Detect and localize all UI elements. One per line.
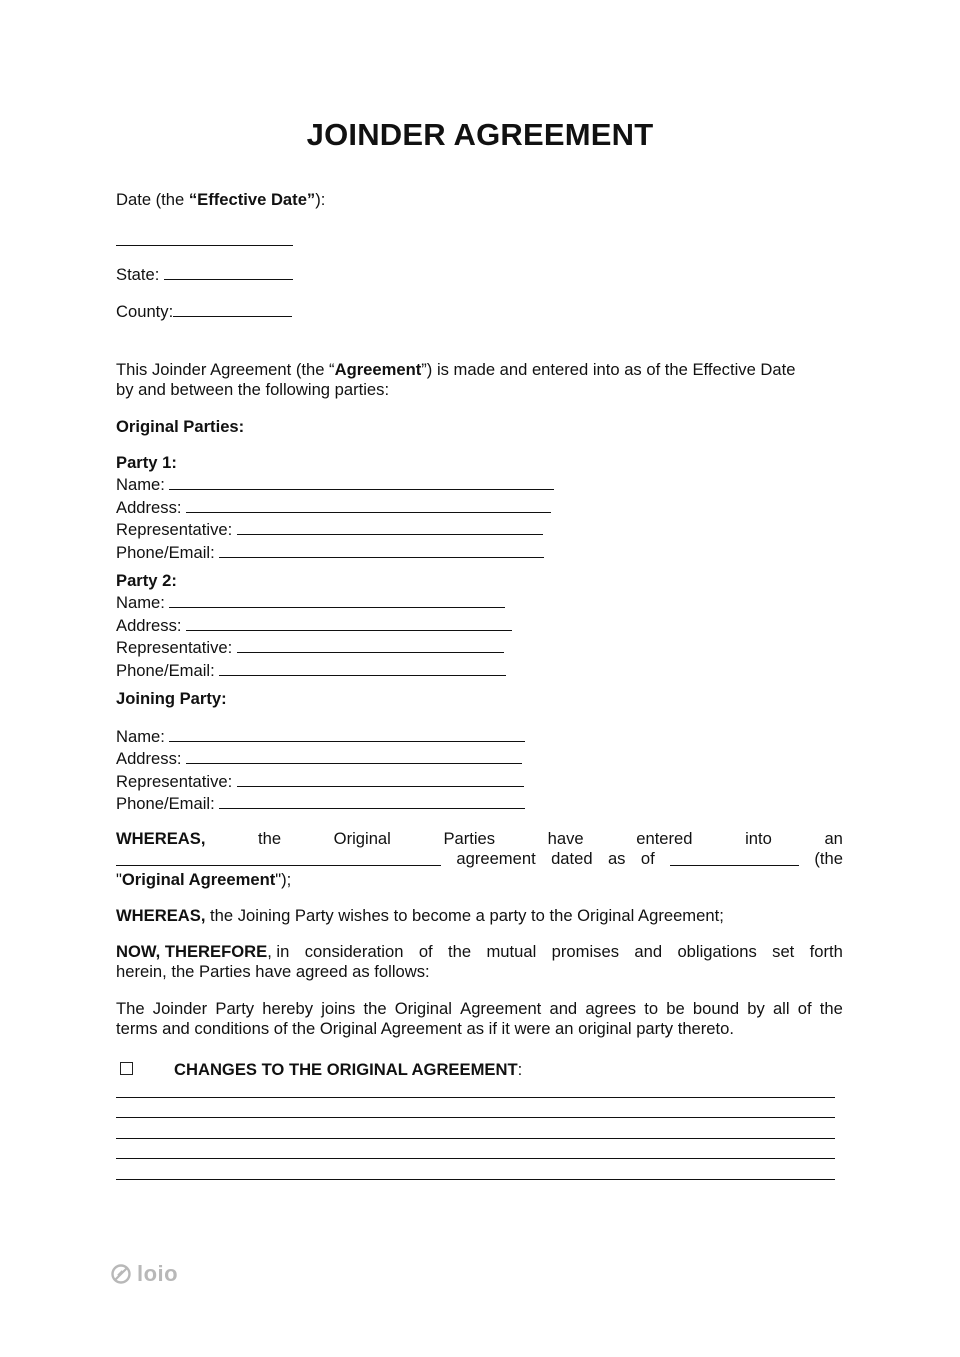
word: , in bbox=[267, 942, 290, 961]
now-line-1 bbox=[116, 942, 843, 962]
word: Parties bbox=[443, 829, 496, 848]
effective-date-label bbox=[116, 190, 325, 210]
word: and bbox=[549, 999, 578, 1018]
original-agreement-date-blank[interactable] bbox=[670, 849, 799, 866]
intro-prefix: This Joinder Agreement (the “ bbox=[116, 360, 335, 379]
party-1-phone-row bbox=[116, 541, 554, 563]
word: mutual bbox=[486, 942, 537, 961]
phone-email-label: Phone/Email: bbox=[116, 542, 220, 562]
changes-line[interactable] bbox=[116, 1081, 835, 1098]
word: hereby bbox=[262, 999, 314, 1018]
word: have bbox=[547, 829, 584, 848]
document-title: JOINDER AGREEMENT bbox=[306, 117, 654, 152]
changes-line[interactable] bbox=[116, 1163, 835, 1180]
party-1-phone-blank[interactable] bbox=[219, 541, 544, 558]
word: of bbox=[418, 942, 433, 961]
intro-line-2: by and between the following parties: bbox=[116, 380, 390, 400]
intro-paragraph bbox=[116, 360, 843, 401]
party-2-address-blank[interactable] bbox=[186, 614, 512, 631]
quote-close: "); bbox=[275, 869, 292, 889]
word: joins bbox=[321, 999, 356, 1018]
word: the bbox=[363, 999, 387, 1018]
now-line-2: herein, the Parties have agreed as follows: bbox=[116, 962, 430, 982]
representative-label: Representative: bbox=[116, 771, 237, 791]
whereas-2-bold: WHEREAS, bbox=[116, 906, 206, 925]
party-2-representative-blank[interactable] bbox=[237, 636, 504, 653]
state-label: State: bbox=[116, 265, 164, 284]
joining-address-blank[interactable] bbox=[186, 747, 522, 764]
word: Joinder bbox=[152, 999, 208, 1018]
word: The bbox=[116, 999, 145, 1018]
joining-address-row bbox=[116, 747, 525, 769]
party-1-address-blank[interactable] bbox=[186, 496, 551, 513]
whereas-joining-party bbox=[116, 906, 843, 926]
changes-line[interactable] bbox=[116, 1142, 835, 1159]
party-2-name-blank[interactable] bbox=[169, 591, 505, 608]
joining-phone-blank[interactable] bbox=[219, 792, 525, 809]
joining-party-block bbox=[116, 725, 525, 815]
whereas-1-line-2 bbox=[116, 849, 843, 869]
party-2-representative-row bbox=[116, 636, 512, 658]
joinder-line-1 bbox=[116, 999, 843, 1019]
changes-heading bbox=[174, 1060, 522, 1080]
joining-party-heading: Joining Party: bbox=[116, 689, 227, 708]
joining-representative-blank[interactable] bbox=[237, 770, 524, 787]
whereas-1-line-1 bbox=[116, 829, 843, 849]
logo-text: loio bbox=[137, 1261, 179, 1286]
word: (the bbox=[814, 849, 843, 869]
whereas-2-text: the Joining Party wishes to become a party to the Original Agreement; bbox=[205, 906, 724, 925]
word: agrees bbox=[585, 999, 637, 1018]
party-2-name-row bbox=[116, 591, 512, 613]
word: entered bbox=[636, 829, 693, 848]
address-label: Address: bbox=[116, 615, 187, 635]
joinder-paragraph bbox=[116, 999, 843, 1040]
word: agreement bbox=[456, 849, 536, 869]
original-agreement-type-blank[interactable] bbox=[116, 849, 441, 866]
word: dated bbox=[551, 849, 593, 869]
joining-name-row bbox=[116, 725, 525, 747]
quote-open: " bbox=[116, 869, 122, 889]
word: promises bbox=[551, 942, 619, 961]
state-field bbox=[116, 263, 293, 285]
word: set bbox=[772, 942, 795, 961]
date-label-prefix: Date (the bbox=[116, 190, 189, 209]
word: as bbox=[607, 849, 626, 869]
word: the bbox=[448, 942, 472, 961]
joinder-line-2: terms and conditions of the Original Agreement as if it were an original party thereto. bbox=[116, 1019, 734, 1039]
word: consideration bbox=[304, 942, 404, 961]
now-therefore-paragraph bbox=[116, 942, 843, 983]
word: Original bbox=[333, 829, 391, 848]
county-blank[interactable] bbox=[173, 300, 292, 317]
party-2-phone-blank[interactable] bbox=[219, 659, 506, 676]
word: be bbox=[666, 999, 685, 1018]
word: by bbox=[747, 999, 765, 1018]
whereas-original-agreement bbox=[116, 829, 843, 890]
name-label: Name: bbox=[116, 593, 170, 613]
joining-phone-row bbox=[116, 792, 525, 814]
party-1-name-blank[interactable] bbox=[169, 473, 554, 490]
intro-suffix: ”) is made and entered into as of the Effective Date bbox=[421, 360, 796, 379]
word: the bbox=[258, 829, 282, 848]
word: and bbox=[634, 942, 663, 961]
intro-line-1 bbox=[116, 360, 843, 380]
party-2-address-row bbox=[116, 614, 512, 636]
party-1-block bbox=[116, 453, 554, 563]
changes-colon: : bbox=[517, 1060, 523, 1079]
word: forth bbox=[809, 942, 843, 961]
word: obligations bbox=[677, 942, 757, 961]
changes-line[interactable] bbox=[116, 1101, 835, 1118]
word: of bbox=[797, 999, 812, 1018]
address-label: Address: bbox=[116, 497, 187, 517]
party-1-name-row bbox=[116, 473, 554, 495]
address-label: Address: bbox=[116, 749, 187, 769]
intro-bold: Agreement bbox=[334, 360, 422, 379]
word: the bbox=[819, 999, 843, 1018]
effective-date-blank[interactable] bbox=[116, 229, 293, 246]
county-field bbox=[116, 300, 292, 322]
effective-date-field[interactable] bbox=[116, 229, 293, 251]
representative-label: Representative: bbox=[116, 520, 237, 540]
whereas-1-line-3 bbox=[116, 870, 843, 890]
whereas-1-bold: WHEREAS, bbox=[116, 829, 206, 848]
word: Party bbox=[215, 999, 255, 1018]
joining-representative-row bbox=[116, 770, 525, 792]
changes-lines bbox=[116, 1081, 835, 1183]
party-1-heading: Party 1: bbox=[116, 453, 177, 472]
original-parties-heading: Original Parties: bbox=[116, 417, 245, 436]
party-1-representative-blank[interactable] bbox=[237, 518, 543, 535]
name-label: Name: bbox=[116, 727, 170, 746]
loio-logo bbox=[110, 1261, 178, 1287]
now-bold: NOW, THEREFORE bbox=[116, 942, 268, 961]
date-label-suffix: ): bbox=[315, 190, 326, 209]
representative-label: Representative: bbox=[116, 638, 237, 658]
word: of bbox=[640, 849, 655, 869]
date-label-bold: “Effective Date” bbox=[188, 190, 316, 209]
name-label: Name: bbox=[116, 475, 170, 495]
word: all bbox=[772, 999, 790, 1018]
phone-email-label: Phone/Email: bbox=[116, 794, 220, 814]
original-agreement-defined-term: Original Agreement bbox=[121, 869, 276, 889]
changes-heading-text: CHANGES TO THE ORIGINAL AGREEMENT bbox=[174, 1060, 518, 1079]
party-1-representative-row bbox=[116, 518, 554, 540]
phone-email-label: Phone/Email: bbox=[116, 660, 220, 680]
changes-line[interactable] bbox=[116, 1122, 835, 1139]
party-2-phone-row bbox=[116, 659, 512, 681]
word: bound bbox=[692, 999, 740, 1018]
party-2-heading: Party 2: bbox=[116, 571, 177, 590]
word: an bbox=[824, 829, 843, 848]
word: to bbox=[644, 999, 659, 1018]
word: Original bbox=[394, 999, 452, 1018]
party-1-address-row bbox=[116, 496, 554, 518]
joining-name-blank[interactable] bbox=[169, 725, 525, 742]
loio-leaf-icon bbox=[110, 1263, 132, 1285]
state-blank[interactable] bbox=[164, 263, 293, 280]
word: Agreement bbox=[460, 999, 542, 1018]
now-lead bbox=[116, 942, 289, 962]
party-2-block bbox=[116, 571, 512, 681]
changes-checkbox[interactable] bbox=[120, 1062, 133, 1075]
word: into bbox=[745, 829, 772, 848]
county-label: County: bbox=[116, 302, 174, 321]
